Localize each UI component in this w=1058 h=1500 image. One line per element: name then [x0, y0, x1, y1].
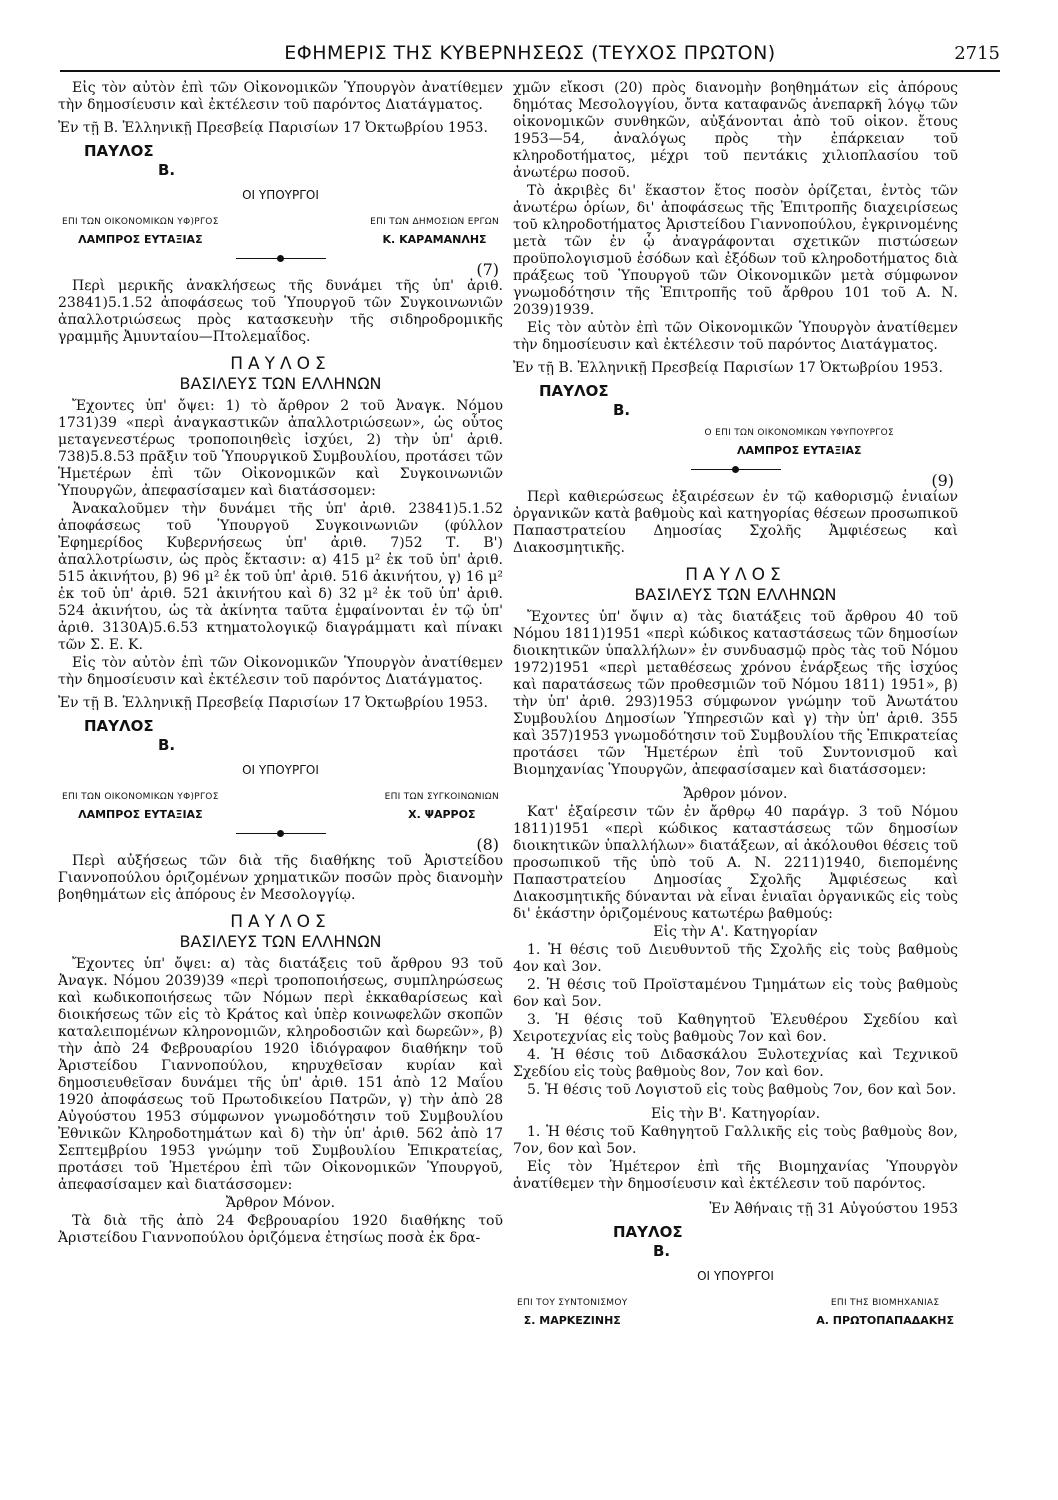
signature-name: ΠΑΥΛΟΣ	[613, 1223, 683, 1241]
list-item: 3. Ἡ θέσις τοῦ Καθηγητοῦ Ἐλευθέρου Σχεδίου καὶ Χειροτεχνίας εἰς τοὺς βαθμοὺς 7ον καὶ 6ον.	[513, 1012, 958, 1045]
king-heading	[513, 565, 958, 605]
minister-name: ΛΑΜΠΡΟΣ ΕΥΤΑΞΙΑΣ	[737, 444, 862, 457]
minister-title: Ο ΕΠΙ ΤΩΝ ΟΙΚΟΝΟΜΙΚΩΝ ΥΦΥΠΟΥΡΓΟΣ	[704, 428, 894, 438]
signature-name: ΠΑΥΛΟΣ	[84, 717, 154, 735]
decree-number: (8)	[476, 835, 499, 854]
decree-paragraph: Κατ' ἐξαίρεσιν τῶν ἐν ἄρθρῳ 40 παράγρ. 3 τοῦ Νόμου 1811)1951 «περὶ κώδικος καταστάσεως τῶν δημοσίων διοικητικῶν ὑπαλλήλων» διατάξεων, αἱ ἀκόλουθοι θέσεις τοῦ προσωπικοῦ τῆς ὑπὸ τοῦ Α. Ν. 2211)1940, διεπομένης Παπαστρατείου Δημοσίας Σχολῆς Ἀμφιέσεως καὶ Διακοσμητικῆς δύνανται νὰ εἶναι ἑνιαῖαι ὀργανικῶς εἰς τοὺς δι' ἑκάστην ὁριζομένους κατωτέρω βαθμούς:	[513, 804, 958, 922]
minister-title: ΕΠΙ ΤΩΝ ΣΥΓΚΟΙΝΩΝΙΩΝ	[384, 792, 499, 802]
minister-signature	[517, 1295, 628, 1329]
place-date: Ἐν τῇ Β. Ἑλληνικῇ Πρεσβείᾳ Παρισίων 17 Ὀκτωβρίου 1953.	[58, 695, 488, 711]
minister-title: ΕΠΙ ΤΩΝ ΟΙΚΟΝΟΜΙΚΩΝ ΥΦ)ΡΓΟΣ	[62, 217, 219, 227]
minister-title: ΕΠΙ ΤΩΝ ΔΗΜΟΣΙΩΝ ΕΡΓΩΝ	[370, 217, 499, 227]
decree-paragraph: Εἰς τὸν αὐτὸν ἐπὶ τῶν Οἰκονομικῶν Ὑπουργὸν ἀνατίθεμεν τὴν δημοσίευσιν καὶ ἐκτέλεσιν τοῦ παρόντος Διατάγματος.	[513, 320, 958, 353]
minister-name: Χ. ΨΑΡΡΟΣ	[408, 808, 476, 821]
decree-paragraph: Τὸ ἀκριβὲς δι' ἕκαστον ἔτος ποσὸν ὁρίζεται, ἐντὸς τῶν ἀνωτέρω ὁρίων, δι' ἀποφάσεως τῆς Ἐπιτροπῆς διαχειρίσεως τοῦ κληροδοτήματος Ἀριστείδου Γιαννοπούλου, ἐγκρινομένης μετὰ τῶν ἐν ᾧ ἀναγράφονται σχετικῶν πιστώσεων προϋπολογισμοῦ ἐσόδων καὶ ἐξόδων τοῦ κληροδοτήματος διὰ πράξεως τοῦ Ὑπουργοῦ τῶν Οἰκονομικῶν μετὰ σύμφωνον γνωμοδότησιν τῆς Ἐπιτροπῆς τοῦ ἄρθρου 101 τοῦ Α. Ν. 2039)1939.	[513, 183, 958, 318]
minister-name: Κ. ΚΑΡΑΜΑΝΛΗΣ	[382, 233, 487, 246]
signature-initial: Β.	[613, 401, 631, 419]
decree-title: Περὶ μερικῆς ἀνακλήσεως τῆς δυνάμει τῆς ὑπ' ἀριθ. 23841)5.1.52 ἀποφάσεως τοῦ Ὑπουργοῦ τῶν Συγκοινωνιῶν ἀπαλλοτριώσεως πρὸς κατασκευὴν τῆς σιδηροδρομικῆς γραμμῆς Ἀμυνταίου—Πτολεμαΐδος.	[58, 278, 503, 345]
king-title: ΒΑΣΙΛΕΥΣ ΤΩΝ ΕΛΛΗΝΩΝ	[179, 374, 382, 393]
king-heading	[58, 354, 503, 394]
gazette-title: ΕΦΗΜΕΡΙΣ ΤΗΣ ΚΥΒΕΡΝΗΣΕΩΣ (ΤΕΥΧΟΣ ΠΡΩΤΟΝ)	[284, 42, 776, 64]
king-title: ΒΑΣΙΛΕΥΣ ΤΩΝ ΕΛΛΗΝΩΝ	[179, 932, 382, 951]
decree-paragraph: Τὰ διὰ τῆς ἀπὸ 24 Φεβρουαρίου 1920 διαθήκης τοῦ Ἀριστείδου Γιαννοπούλου ὁριζόμενα ἐτησίως ποσὰ ἐκ δρα-	[58, 1213, 503, 1246]
list-item: 4. Ἡ θέσις τοῦ Διδασκάλου Ξυλοτεχνίας καὶ Τεχνικοῦ Σχεδίου εἰς τοὺς βαθμοὺς 8ον, 7ον καὶ 6ον.	[513, 1047, 958, 1080]
king-name: ΠΑΥΛΟΣ	[230, 354, 331, 374]
page-number: 2715	[954, 43, 1000, 64]
signature-initial: Β.	[653, 1242, 671, 1260]
minister-signature	[705, 425, 894, 459]
king-name: ΠΑΥΛΟΣ	[230, 912, 331, 932]
decree-paragraph: Ἀνακαλοῦμεν τὴν δυνάμει τῆς ὑπ' ἀριθ. 23841)5.1.52 ἀποφάσεως τοῦ Ὑπουργοῦ Συγκοινωνιῶν (φύλλον Ἐφημερίδος Κυβερνήσεως ὑπ' ἀριθ. 7)52 Τ. Β') ἀπαλλοτρίωσιν, ὡς πρὸς ἔκτασιν: α) 415 μ² ἐκ τοῦ ὑπ' ἀριθ. 515 ἀκινήτου, β) 96 μ² ἐκ τοῦ ὑπ' ἀριθ. 516 ἀκινήτου, γ) 16 μ² ἐκ τοῦ ὑπ' ἀριθ. 521 ἀκινήτου καὶ δ) 32 μ² ἐκ τοῦ ὑπ' ἀριθ. 524 ἀκινήτου, ὡς τὰ ἀκίνητα ταῦτα ἐμφαίνονται ἐν τῷ ὑπ' ἀριθ. 3130Α)5.6.53 κτηματολογικῷ διαγράμματι καὶ πίνακι τῶν Σ. Ε. Κ.	[58, 501, 503, 653]
signature-name: ΠΑΥΛΟΣ	[84, 142, 154, 160]
minister-signatures	[62, 789, 499, 823]
decree-paragraph: Ἔχοντες ὑπ' ὄψει: 1) τὸ ἄρθρον 2 τοῦ Ἀναγκ. Νόμου 1731)39 «περὶ ἀναγκαστικῶν ἀπαλλοτριώσεων», ὡς οὗτος μεταγενεστέρως τροποποιηθεὶς ἰσχύει, 2) τὴν ὑπ' ἀριθ. 738)5.8.53 πρᾶξιν τοῦ Ὑπουργικοῦ Συμβουλίου, προτάσει τῶν Ἡμετέρων ἐπὶ τῶν Οἰκονομικῶν καὶ Συγκοινωνιῶν Ὑπουργῶν, ἀπεφασίσαμεν καὶ διατάσσομεν:	[58, 398, 503, 499]
section-divider	[236, 833, 326, 834]
minister-signature	[62, 214, 219, 248]
decree-paragraph: χμῶν εἴκοσι (20) πρὸς διανομὴν βοηθημάτων εἰς ἀπόρους δημότας Μεσολογγίου, ὄντα καταφανῶς ἀνεπαρκῆ λόγῳ τῶν οἰκονομικῶν συνθηκῶν, αὐξάνονται ἀπὸ τοῦ οἰκον. ἔτους 1953—54, ἀναλόγως πρὸς τὴν ἐπάρκειαν τοῦ κληροδοτήματος, μέχρι τοῦ πεντάκις χιλιοπλασίου τοῦ ἀνωτέρω ποσοῦ.	[513, 80, 958, 181]
minister-title: ΕΠΙ ΤΗΣ ΒΙΟΜΗΧΑΝΙΑΣ	[830, 1298, 940, 1308]
minister-title: ΕΠΙ ΤΟΥ ΣΥΝΤΟΝΙΣΜΟΥ	[517, 1298, 628, 1308]
left-column	[58, 80, 503, 1248]
list-item: 1. Ἡ θέσις τοῦ Διευθυντοῦ τῆς Σχολῆς εἰς τοὺς βαθμοὺς 4ον καὶ 3ον.	[513, 942, 958, 975]
decree-paragraph: Εἰς τὸν Ἡμέτερον ἐπὶ τῆς Βιομηχανίας Ὑπουργὸν ἀνατίθεμεν τὴν δημοσίευσιν καὶ ἐκτέλεσιν τοῦ παρόντος.	[513, 1159, 958, 1192]
category-heading: Εἰς τὴν Β'. Κατηγορίαν.	[650, 1106, 821, 1122]
minister-signature	[816, 1295, 954, 1329]
section-divider	[236, 258, 326, 259]
minister-signatures	[517, 425, 954, 459]
minister-signature	[62, 789, 219, 823]
minister-name: ΛΑΜΠΡΟΣ ΕΥΤΑΞΙΑΣ	[78, 233, 203, 246]
divider-dot-icon	[277, 255, 284, 262]
minister-signatures	[62, 214, 499, 248]
place-date: Ἐν Ἀθήναις τῇ 31 Αὐγούστου 1953	[709, 1201, 958, 1217]
section-divider	[691, 469, 781, 470]
king-name: ΠΑΥΛΟΣ	[685, 565, 786, 585]
minister-signature	[385, 789, 499, 823]
list-item: 1. Ἡ θέσις τοῦ Καθηγητοῦ Γαλλικῆς εἰς τοὺς βαθμοὺς 8ον, 7ον, 6ον καὶ 5ον.	[513, 1124, 958, 1157]
ministers-label: ΟΙ ΥΠΟΥΡΓΟΙ	[242, 763, 319, 777]
place-date: Ἐν τῇ Β. Ἑλληνικῇ Πρεσβείᾳ Παρισίων 17 Ὀκτωβρίου 1953.	[513, 360, 943, 376]
page-header	[60, 40, 1000, 72]
article-heading: Ἄρθρον μόνον.	[683, 786, 788, 802]
category-heading: Εἰς τὴν Α'. Κατηγορίαν	[653, 924, 818, 940]
decree-paragraph: Εἰς τὸν αὐτὸν ἐπὶ τῶν Οἰκονομικῶν Ὑπουργὸν ἀνατίθεμεν τὴν δημοσίευσιν καὶ ἐκτέλεσιν τοῦ παρόντος Διατάγματος.	[58, 655, 503, 688]
king-title: ΒΑΣΙΛΕΥΣ ΤΩΝ ΕΛΛΗΝΩΝ	[634, 585, 837, 604]
signature-initial: Β.	[158, 161, 176, 179]
decree-paragraph: Ἔχοντες ὑπ' ὄψιν α) τὰς διατάξεις τοῦ ἄρθρου 40 τοῦ Νόμου 1811)1951 «περὶ κώδικος καταστάσεως τῶν δημοσίων διοικητικῶν ὑπαλλήλων» ἐν συνδυασμῷ πρὸς τὰς τοῦ Νόμου 1972)1951 «περὶ μεταθέσεως χρόνου ἐνάρξεως τῆς ἰσχύος καὶ παρατάσεως τῶν προθεσμιῶν τοῦ Νόμου 1811) 1951», β) τὴν ὑπ' ἀριθ. 293)1953 σύμφωνον γνώμην τοῦ Ἀνωτάτου Συμβουλίου Δημοσίων Ὑπηρεσιῶν καὶ γ) τὴν ὑπ' ἀριθ. 355 καὶ 357)1953 γνωμοδότησιν τοῦ Συμβουλίου τῆς Ἐπικρατείας προτάσει τῶν Ἡμετέρων ἐπὶ τοῦ Συντονισμοῦ καὶ Βιομηχανίας Ὑπουργῶν, ἀπεφασίσαμεν καὶ διατάσσομεν:	[513, 609, 958, 778]
minister-signature	[370, 214, 499, 248]
list-item: 2. Ἡ θέσις τοῦ Προϊσταμένου Τμημάτων εἰς τοὺς βαθμοὺς 6ον καὶ 5ον.	[513, 977, 958, 1010]
ministers-label: ΟΙ ΥΠΟΥΡΓΟΙ	[697, 1269, 774, 1283]
king-heading	[58, 912, 503, 952]
divider-dot-icon	[277, 830, 284, 837]
decree-number: (7)	[476, 260, 499, 279]
place-date: Ἐν τῇ Β. Ἑλληνικῇ Πρεσβείᾳ Παρισίων 17 Ὀκτωβρίου 1953.	[58, 120, 488, 136]
intro-paragraph: Εἰς τὸν αὐτὸν ἐπὶ τῶν Οἰκονομικῶν Ὑπουργὸν ἀνατίθεμεν τὴν δημοσίευσιν καὶ ἐκτέλεσιν τοῦ παρόντος Διατάγματος.	[58, 80, 503, 113]
minister-name: Α. ΠΡΩΤΟΠΑΠΑΔΑΚΗΣ	[816, 1314, 954, 1327]
signature-initial: Β.	[158, 736, 176, 754]
minister-title: ΕΠΙ ΤΩΝ ΟΙΚΟΝΟΜΙΚΩΝ ΥΦ)ΡΓΟΣ	[62, 792, 219, 802]
decree-title: Περὶ καθιερώσεως ἐξαιρέσεων ἐν τῷ καθορισμῷ ἑνιαίων ὀργανικῶν κατὰ βαθμοὺς καὶ κατηγορίας θέσεων προσωπικοῦ Παπαστρατείου Δημοσίας Σχολῆς Ἀμφιέσεως καὶ Διακοσμητικῆς.	[513, 489, 958, 556]
minister-signatures	[517, 1295, 954, 1329]
ministers-label: ΟΙ ΥΠΟΥΡΓΟΙ	[242, 188, 319, 202]
minister-name: ΛΑΜΠΡΟΣ ΕΥΤΑΞΙΑΣ	[78, 808, 203, 821]
list-item: 5. Ἡ θέσις τοῦ Λογιστοῦ εἰς τοὺς βαθμοὺς 7ον, 6ον καὶ 5ον.	[527, 1082, 957, 1098]
decree-number: (9)	[931, 471, 954, 490]
article-heading: Ἄρθρον Μόνον.	[225, 1195, 336, 1211]
decree-paragraph: Ἔχοντες ὑπ' ὄψει: α) τὰς διατάξεις τοῦ ἄρθρου 93 τοῦ Ἀναγκ. Νόμου 2039)39 «περὶ τροποποιήσεως, συμπληρώσεως καὶ κωδικοποιήσεως τῶν Νόμων περὶ ἐκκαθαρίσεως καὶ διοικήσεως τῶν εἰς τὸ Κράτος καὶ ὑπὲρ κοινωφελῶν σκοπῶν καταλειπομένων κληρονομιῶν, κληροδοσιῶν καὶ δωρεῶν», β) τὴν ἀπὸ 24 Φεβρουαρίου 1920 ἰδιόγραφον διαθήκην τοῦ Ἀριστείδου Γιαννοπούλου, κηρυχθεῖσαν κυρίαν καὶ δημοσιευθεῖσαν δυνάμει τῆς ὑπ' ἀριθ. 151 ἀπὸ 12 Μαΐου 1920 ἀποφάσεως τοῦ Πρωτοδικείου Πατρῶν, γ) τὴν ἀπὸ 28 Αὐγούστου 1953 σύμφωνον γνωμοδότησιν τοῦ Συμβουλίου Ἐθνικῶν Κληροδοτημάτων καὶ δ) τὴν ὑπ' ἀριθ. 562 ἀπὸ 17 Σεπτεμβρίου 1953 γνώμην τοῦ Συμβουλίου Ἐπικρατείας, προτάσει τοῦ Ἡμετέρου ἐπὶ τῶν Οἰκονομικῶν Ὑπουργοῦ, ἀπεφασίσαμεν καὶ διατάσσομεν:	[58, 956, 503, 1193]
right-column	[513, 80, 958, 1329]
minister-name: Σ. ΜΑΡΚΕΖΙΝΗΣ	[523, 1314, 621, 1327]
decree-title: Περὶ αὐξήσεως τῶν διὰ τῆς διαθήκης τοῦ Ἀριστείδου Γιαννοπούλου ὁριζομένων χρηματικῶν ποσῶν πρὸς διανομὴν βοηθημάτων εἰς ἀπόρους ἐν Μεσολογγίῳ.	[58, 853, 503, 903]
signature-name: ΠΑΥΛΟΣ	[539, 382, 609, 400]
divider-dot-icon	[732, 466, 739, 473]
